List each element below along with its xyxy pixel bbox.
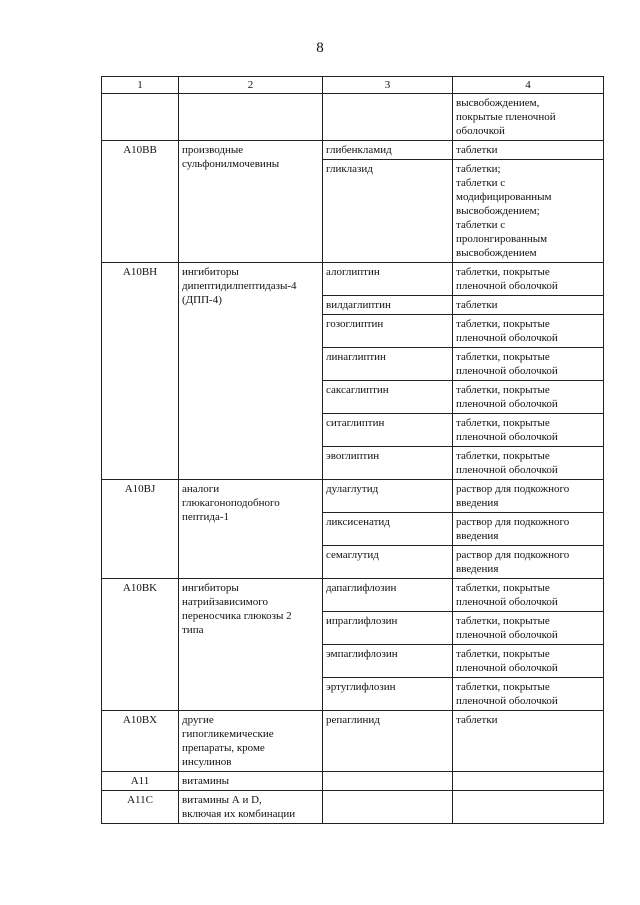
table-row [102, 711, 604, 772]
drug-cell [323, 772, 453, 791]
dosage-form-cell [453, 791, 604, 824]
group-cell: аналоги глюкагоноподобного пептида-1 [179, 480, 323, 579]
drug-cell: алоглиптин [323, 263, 453, 296]
dosage-form-cell: раствор для подкожного введения [453, 546, 604, 579]
group-cell: витамины А и D, включая их комбинации [179, 791, 323, 824]
dosage-form-cell: таблетки, покрытые пленочной оболочкой [453, 447, 604, 480]
column-header: 3 [323, 77, 453, 94]
group-cell: ингибиторы дипептидилпептидазы-4 (ДПП-4) [179, 263, 323, 480]
dosage-form-cell: раствор для подкожного введения [453, 480, 604, 513]
drug-cell: глибенкламид [323, 141, 453, 160]
column-header: 1 [102, 77, 179, 94]
column-header: 4 [453, 77, 604, 94]
atc-code-cell: A10BH [102, 263, 179, 480]
dosage-form-cell: таблетки, покрытые пленочной оболочкой [453, 645, 604, 678]
drug-cell: дулаглутид [323, 480, 453, 513]
drug-cell: ликсисенатид [323, 513, 453, 546]
table-row [102, 94, 604, 141]
drug-cell: эмпаглифлозин [323, 645, 453, 678]
drug-cell: семаглутид [323, 546, 453, 579]
atc-code-cell: A11C [102, 791, 179, 824]
atc-code-cell: A11 [102, 772, 179, 791]
drug-cell: гликлазид [323, 160, 453, 263]
table-header-row [102, 77, 604, 94]
drug-cell [323, 791, 453, 824]
table-row [102, 579, 604, 612]
drug-cell: эртуглифлозин [323, 678, 453, 711]
dosage-form-cell: таблетки [453, 141, 604, 160]
dosage-form-cell: таблетки; таблетки с модифицированным высвобождением; таблетки с пролонгированным высвобождением [453, 160, 604, 263]
dosage-form-cell [453, 772, 604, 791]
dosage-form-cell: высвобождением, покрытые пленочной оболочкой [453, 94, 604, 141]
dosage-form-cell: таблетки, покрытые пленочной оболочкой [453, 414, 604, 447]
drug-table [101, 76, 604, 824]
atc-code-cell: A10BX [102, 711, 179, 772]
dosage-form-cell: таблетки, покрытые пленочной оболочкой [453, 348, 604, 381]
dosage-form-cell: таблетки, покрытые пленочной оболочкой [453, 315, 604, 348]
dosage-form-cell: таблетки, покрытые пленочной оболочкой [453, 263, 604, 296]
dosage-form-cell: таблетки, покрытые пленочной оболочкой [453, 579, 604, 612]
table-row [102, 480, 604, 513]
drug-cell [323, 94, 453, 141]
table-row [102, 791, 604, 824]
page-number: 8 [316, 40, 324, 56]
atc-code-cell [102, 94, 179, 141]
drug-cell: эвоглиптин [323, 447, 453, 480]
table-row [102, 772, 604, 791]
group-cell [179, 94, 323, 141]
drug-cell: вилдаглиптин [323, 296, 453, 315]
table-row [102, 263, 604, 296]
group-cell: производные сульфонилмочевины [179, 141, 323, 263]
atc-code-cell: A10BB [102, 141, 179, 263]
dosage-form-cell: таблетки [453, 296, 604, 315]
drug-cell: дапаглифлозин [323, 579, 453, 612]
atc-code-cell: A10BJ [102, 480, 179, 579]
atc-code-cell: A10BK [102, 579, 179, 711]
column-header: 2 [179, 77, 323, 94]
dosage-form-cell: таблетки, покрытые пленочной оболочкой [453, 678, 604, 711]
group-cell: витамины [179, 772, 323, 791]
drug-cell: линаглиптин [323, 348, 453, 381]
table-row [102, 141, 604, 160]
dosage-form-cell: таблетки, покрытые пленочной оболочкой [453, 381, 604, 414]
dosage-form-cell: таблетки, покрытые пленочной оболочкой [453, 612, 604, 645]
group-cell: другие гипогликемические препараты, кроме инсулинов [179, 711, 323, 772]
drug-cell: гозоглиптин [323, 315, 453, 348]
drug-cell: ипраглифлозин [323, 612, 453, 645]
dosage-form-cell: таблетки [453, 711, 604, 772]
drug-cell: саксаглиптин [323, 381, 453, 414]
drug-cell: репаглинид [323, 711, 453, 772]
drug-cell: ситаглиптин [323, 414, 453, 447]
dosage-form-cell: раствор для подкожного введения [453, 513, 604, 546]
group-cell: ингибиторы натрийзависимого переносчика глюкозы 2 типа [179, 579, 323, 711]
